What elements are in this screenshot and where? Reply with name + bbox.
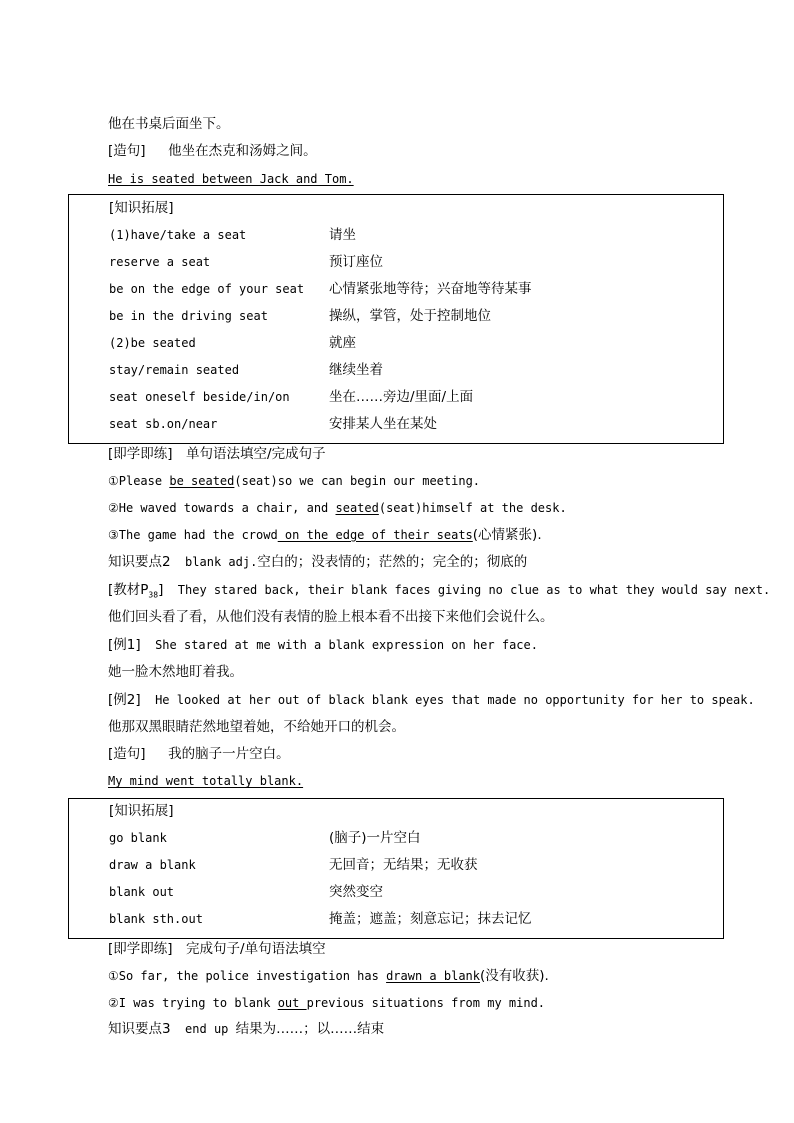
- question-text: ②I was trying to blank: [108, 996, 278, 1010]
- phrase-en: blank out: [109, 885, 175, 899]
- phrase-cn: 无回音；无结果；无收获: [329, 857, 478, 873]
- point-word: end up: [170, 1022, 236, 1036]
- phrase-cn: 突然变空: [329, 884, 383, 900]
- phrase-row: [109, 909, 709, 929]
- textbook-tag-end: ]: [158, 582, 164, 598]
- phrase-cn: 掩盖；遮盖；刻意忘记；抹去记忆: [329, 911, 532, 927]
- phrase-en: go blank: [109, 831, 167, 845]
- phrase-row: [109, 225, 709, 245]
- practice-question-2: [108, 499, 567, 517]
- phrase-cn: 心情紧张地等待；兴奋地等待某事: [329, 281, 532, 297]
- answer-blank: seated: [335, 501, 379, 515]
- phrase-cn: 继续坐着: [329, 362, 383, 378]
- zaoju-answer: [108, 772, 303, 790]
- example-cn: 她一脸木然地盯着我。: [108, 664, 243, 680]
- zaoju-prompt: 我的脑子一片空白。: [168, 746, 290, 762]
- phrase-cn: 坐在……旁边/里面/上面: [329, 389, 474, 405]
- knowledge-expansion-box-2: [68, 798, 724, 939]
- zaoju-prompt: 他坐在杰克和汤姆之间。: [168, 143, 317, 159]
- knowledge-point-2-heading: [108, 553, 527, 571]
- phrase-cn: 请坐: [329, 227, 356, 243]
- phrase-en: seat sb.on/near: [109, 417, 218, 431]
- phrase-cn: 操纵，掌管，处于控制地位: [329, 308, 491, 324]
- question-text: ③The game had the crowd: [108, 528, 278, 542]
- question-text: (没有收获).: [480, 968, 549, 984]
- question-text: (seat)so we can begin our meeting.: [234, 474, 481, 488]
- phrase-row: [109, 252, 709, 272]
- phrase-cn: 就座: [329, 335, 356, 351]
- zaoju-tag: [造句]: [108, 143, 146, 159]
- knowledge-point-3-heading: [108, 1020, 384, 1038]
- answer-blank: on the edge of their seats: [277, 528, 473, 542]
- zaoju-line: [108, 142, 317, 160]
- example-en: They stared back, their blank faces giving no clue as to what they would say next.: [163, 583, 771, 597]
- example-tag: [例2]: [108, 692, 141, 708]
- zaoju-answer-text: My mind went totally blank.: [108, 774, 304, 788]
- phrase-en: draw a blank: [109, 858, 196, 872]
- zaoju-tag: [造句]: [108, 746, 146, 762]
- point-meaning: 结果为……；以……结束: [235, 1021, 385, 1037]
- phrase-en: be in the driving seat: [109, 309, 268, 323]
- zaoju-answer-text: He is seated between Jack and Tom.: [108, 172, 354, 186]
- phrase-row: [109, 828, 709, 848]
- answer-blank: out: [277, 996, 307, 1010]
- point-label: 知识要点2: [108, 554, 171, 570]
- phrase-row: [109, 306, 709, 326]
- example-en: She stared at me with a blank expression on her face.: [140, 638, 538, 652]
- practice-heading: [即学即练] 单句语法填空/完成句子: [108, 446, 326, 462]
- practice-heading: [即学即练] 完成句子/单句语法填空: [108, 941, 326, 957]
- phrase-row: [109, 414, 709, 434]
- box-title: [知识拓展]: [109, 200, 174, 216]
- phrase-en: (2)be seated: [109, 336, 196, 350]
- example-cn: 他们回头看了看，从他们没有表情的脸上根本看不出接下来他们会说什么。: [108, 609, 554, 625]
- zaoju-answer: [108, 170, 354, 188]
- question-text: ②He waved towards a chair, and: [108, 501, 336, 515]
- phrase-row: [109, 360, 709, 380]
- textbook-example: [108, 581, 770, 604]
- question-text: ①So far, the police investigation has: [108, 969, 387, 983]
- question-text: previous situations from my mind.: [306, 996, 546, 1010]
- practice-question-2: [108, 994, 545, 1012]
- phrase-en: blank sth.out: [109, 912, 203, 926]
- question-text: (心情紧张).: [472, 527, 542, 543]
- question-text: ①Please: [108, 474, 170, 488]
- sentence-translation: 他在书桌后面坐下。: [108, 116, 230, 132]
- answer-blank: drawn a blank: [386, 969, 480, 983]
- example-en: He looked at her out of black blank eyes that made no opportunity for her to speak.: [140, 693, 755, 707]
- phrase-row: [109, 387, 709, 407]
- phrase-en: seat oneself beside/in/on: [109, 390, 290, 404]
- phrase-en: stay/remain seated: [109, 363, 240, 377]
- phrase-row: [109, 279, 709, 299]
- zaoju-line: [108, 745, 290, 763]
- question-text: (seat)himself at the desk.: [378, 501, 567, 515]
- example-tag: [例1]: [108, 637, 141, 653]
- example-1: [108, 636, 538, 654]
- knowledge-expansion-box-1: [68, 194, 724, 444]
- example-cn: 他那双黑眼睛茫然地望着她，不给她开口的机会。: [108, 719, 405, 735]
- phrase-row: [109, 882, 709, 902]
- phrase-en: (1)have/take a seat: [109, 228, 247, 242]
- practice-question-1: [108, 967, 549, 985]
- textbook-tag: [教材P: [108, 582, 149, 598]
- phrase-cn: 安排某人坐在某处: [329, 416, 437, 432]
- phrase-cn: (脑子)一片空白: [329, 830, 421, 846]
- phrase-en: be on the edge of your seat: [109, 282, 305, 296]
- phrase-en: reserve a seat: [109, 255, 211, 269]
- box-title: [知识拓展]: [109, 803, 174, 819]
- point-meaning: 空白的；没表情的；茫然的；完全的；彻底的: [257, 554, 528, 570]
- phrase-row: [109, 855, 709, 875]
- phrase-row: [109, 333, 709, 353]
- point-label: 知识要点3: [108, 1021, 171, 1037]
- example-2: [108, 691, 755, 709]
- phrase-cn: 预订座位: [329, 254, 383, 270]
- practice-question-1: [108, 472, 480, 490]
- answer-blank: be seated: [169, 474, 235, 488]
- point-word: blank adj.: [170, 555, 258, 569]
- practice-question-3: [108, 526, 542, 544]
- textbook-page: 38: [148, 590, 159, 600]
